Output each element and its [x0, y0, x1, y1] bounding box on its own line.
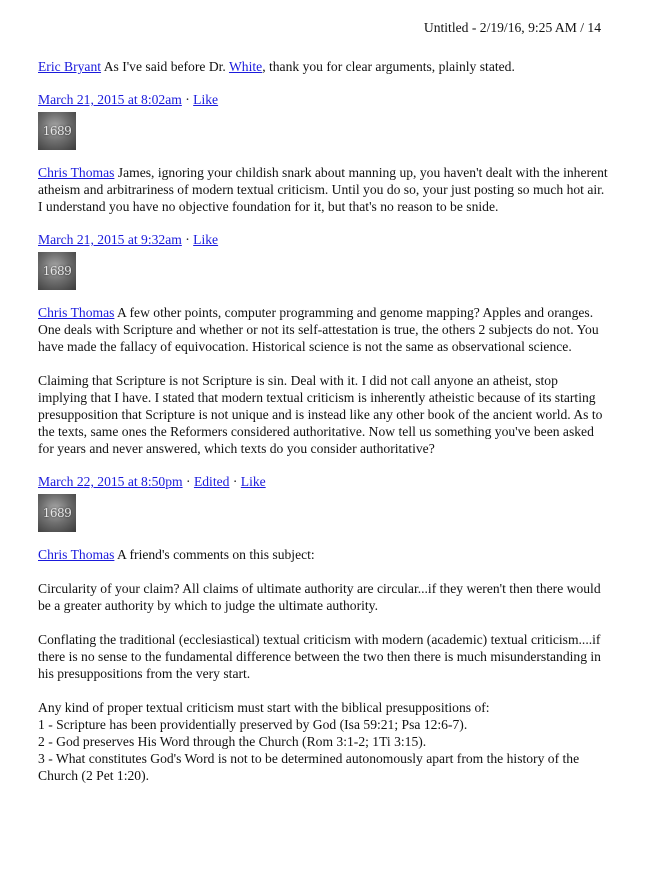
list-item: 2 - God preserves His Word through the Church (Rom 3:1-2; 1Ti 3:15).	[38, 734, 427, 749]
avatar-label: 1689	[42, 124, 72, 138]
comment-body: Eric Bryant As I've said before Dr. White, thank you for clear arguments, plainly stated.	[38, 59, 515, 74]
comment	[38, 164, 608, 215]
comment-paragraph: Conflating the traditional (ecclesiastical) textual criticism with modern (academic) textual criticism....if there is no sense to the fundamental difference between the two then there is much misunderstanding in his presuppositions from the very start.	[38, 632, 601, 681]
avatar[interactable]	[38, 112, 76, 150]
author-link[interactable]: Chris Thomas	[38, 547, 115, 562]
comment	[38, 304, 608, 457]
comment-paragraph: Any kind of proper textual criticism must start with the biblical presuppositions of:	[38, 700, 490, 715]
comment-meta: March 21, 2015 at 9:32am · Like	[38, 232, 219, 247]
comment-paragraph: Claiming that Scripture is not Scripture is sin. Deal with it. I did not call anyone an atheist, stop implying that I have. I stated that modern textual criticism is inherently atheistic because of its starting presupposition that Scripture is not unique and is instead like any other book of the ancient world. As to the texts, same ones the Reformers considered authoritative. Now tell us something you've been asked for years and never answered, which texts do you consider authoritative?	[38, 373, 603, 456]
comment-meta: March 22, 2015 at 8:50pm · Edited · Like	[38, 474, 266, 489]
comment-paragraph: Circularity of your claim? All claims of ultimate authority are circular...if they weren't then there would be a greater authority by which to judge the ultimate authority.	[38, 581, 601, 613]
comment-body: Chris Thomas A few other points, computer programming and genome mapping? Apples and oranges. One deals with Scripture and whether or not its self-attestation is true, the others 2 subjects do not. You have made the fallacy of equivocation. Historical science is not the same as observational science.	[38, 305, 599, 354]
comment-body: Chris Thomas James, ignoring your childish snark about manning up, you haven't dealt with the inherent atheism and arbitrariness of modern textual criticism. Until you do so, your just posting so much hot air. I understand you have no objective foundation for it, but that's no reason to be snide.	[38, 165, 608, 214]
list-item: 1 - Scripture has been providentially preserved by God (Isa 59:21; Psa 12:6-7).	[38, 717, 468, 732]
like-link[interactable]: Like	[193, 92, 219, 107]
author-link[interactable]: Chris Thomas	[38, 305, 115, 320]
comment	[38, 546, 608, 784]
author-link[interactable]: Eric Bryant	[38, 59, 102, 74]
timestamp-link[interactable]: March 21, 2015 at 9:32am	[38, 232, 182, 247]
comment	[38, 58, 608, 75]
avatar[interactable]	[38, 494, 76, 532]
list-item: 3 - What constitutes God's Word is not to be determined autonomously apart from the history of the Church (2 Pet 1:20).	[38, 751, 580, 783]
comment-meta: March 21, 2015 at 8:02am · Like	[38, 92, 219, 107]
timestamp-link[interactable]: March 22, 2015 at 8:50pm	[38, 474, 183, 489]
comment-thread	[38, 58, 608, 784]
timestamp-link[interactable]: March 21, 2015 at 8:02am	[38, 92, 182, 107]
author-link[interactable]: Chris Thomas	[38, 165, 115, 180]
comment-body: Chris Thomas A friend's comments on this subject:	[38, 547, 315, 562]
avatar-label: 1689	[42, 506, 72, 520]
avatar-label: 1689	[42, 264, 72, 278]
avatar[interactable]	[38, 252, 76, 290]
like-link[interactable]: Like	[240, 474, 266, 489]
page-header: Untitled - 2/19/16, 9:25 AM / 14	[423, 20, 601, 35]
like-link[interactable]: Like	[193, 232, 219, 247]
mention-link[interactable]: White	[228, 59, 263, 74]
edited-link[interactable]: Edited	[193, 474, 230, 489]
